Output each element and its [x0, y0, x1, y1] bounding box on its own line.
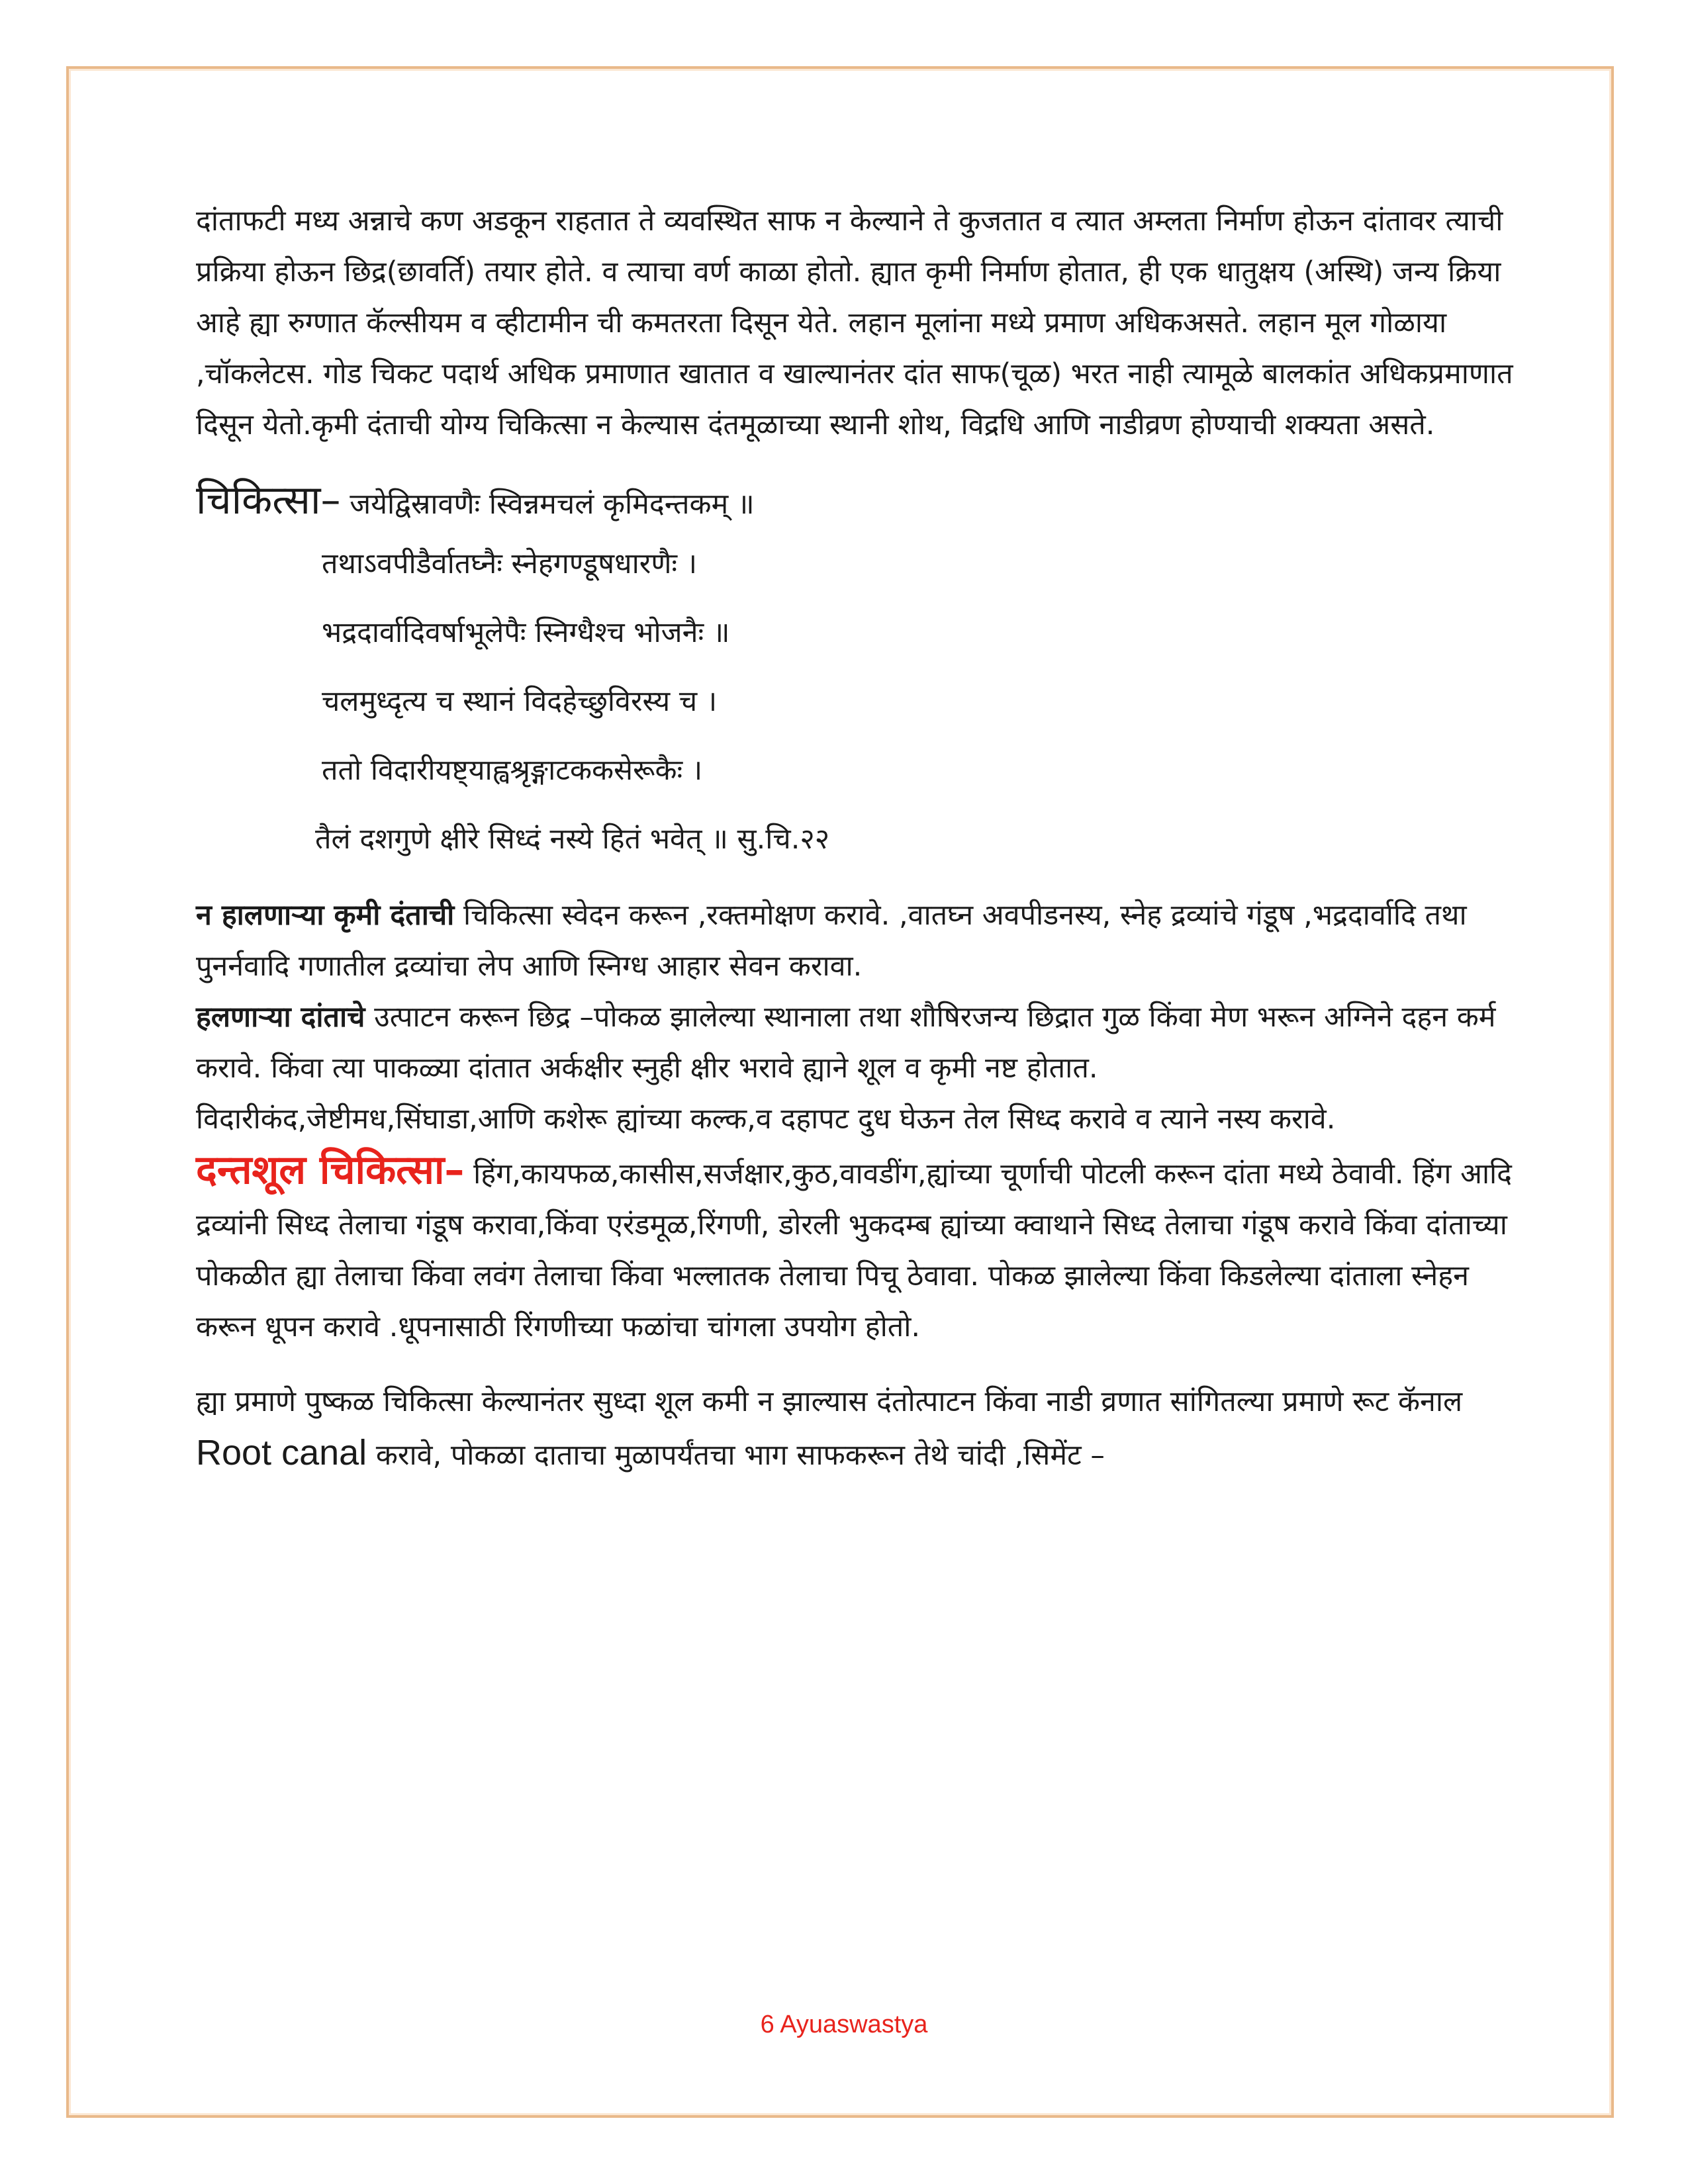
chikitsa-heading: चिकित्सा– — [196, 477, 341, 523]
root-canal-text-a: ह्या प्रमाणे पुष्कळ चिकित्सा केल्यानंतर सुध्दा शूल कमी न झाल्यास दंतोत्पाटन किंवा नाडी व्रणात सांगितल्या प्रमाणे रूट कॅनाल — [196, 1385, 1463, 1418]
root-canal-text-b: करावे, पोकळा दाताचा मुळापर्यंतचा भाग साफकरून तेथे चांदी ,सिमेंट – — [367, 1439, 1105, 1472]
mobile-tooth-text: उत्पाटन करून छिद्र –पोकळ झालेल्या स्थानाला तथा शौषिरजन्य छिद्रात गुळ किंवा मेण भरून अग्निने दहन कर्म करावे. किंवा त्या पाकळ्या दांतात अर्कक्षीर स्नुही क्षीर भरावे ह्याने शूल व कृमी नष्ट होतात. — [196, 1001, 1496, 1085]
root-canal-paragraph — [196, 1377, 1513, 1481]
verse-line: ततो विदारीयष्ट्याह्वश्रृङ्गाटककसेरूकैः । — [322, 754, 703, 787]
verse-line-reference: तैलं दशगुणे क्षीरे सिध्दं नस्ये हितं भवेत् ॥ सु.चि.२२ — [315, 823, 830, 856]
root-canal-term: Root canal — [196, 1433, 367, 1473]
page-content — [196, 196, 1513, 1481]
chikitsa-verse-first: जयेद्विस्रावणैः स्विन्नमचलं कृमिदन्तकम् ॥ — [350, 488, 755, 521]
chikitsa-section — [196, 471, 1513, 534]
non-mobile-tooth-bold: न हालणाऱ्या कृमी दंताची — [196, 899, 455, 932]
verse-line: तथाऽवपीडैर्वातघ्नैः स्नेहगण्डूषधारणैः । — [322, 547, 698, 580]
dantashool-paragraph — [196, 1145, 1513, 1353]
page-footer: 6 Ayuaswastya — [760, 2011, 928, 2038]
non-mobile-tooth-text: चिकित्सा स्वेदन करून ,रक्तमोक्षण करावे. ,वातघ्न अवपीडनस्य, स्नेह द्रव्यांचे गंडूष ,भद्रदार्वादि तथा पुनर्नवादि गणातील द्रव्यांचा लेप आणि स्निग्ध आहार सेवन करावा. — [196, 899, 1467, 983]
verse-line: चलमुध्दृत्य च स्थानं विदहेच्छुविरस्य च । — [322, 685, 718, 718]
dantashool-heading: दन्तशूल चिकित्सा– — [196, 1147, 465, 1193]
non-mobile-tooth-paragraph — [196, 890, 1513, 992]
dantashool-text: हिंग,कायफळ,कासीस,सर्जक्षार,कुठ,वावडींग,ह्यांच्या चूर्णाची पोटली करून दांता मध्ये ठेवावी. हिंग आदि द्रव्यांनी सिध्द तेलाचा गंडूष करावा,किंवा एरंडमूळ,रिंगणी, डोरली भुकदम्ब ह्यांच्या क्वाथाने सिध्द तेलाचा गंडूष करावे किंवा दांताच्या पोकळीत ह्या तेलाचा किंवा लवंग तेलाचा किंवा भल्लातक तेलाचा पिचू ठेवावा. पोकळ झालेल्या किंवा किडलेल्या दांताला स्नेहन करून धूपन करावे .धूपनासाठी रिंगणीच्या फळांचा चांगला उपयोग होतो. — [196, 1158, 1513, 1343]
mobile-tooth-bold: हलणाऱ्या दांताचे — [196, 1001, 365, 1034]
verse-line: भद्रदार्वादिवर्षाभूलेपैः स्निग्धैश्च भोजनैः ॥ — [322, 616, 730, 649]
vidari-paragraph: विदारीकंद,जेष्टीमध,सिंघाडा,आणि कशेरू ह्यांच्या कल्क,व दहापट दुध घेऊन तेल सिध्द करावे व त्याने नस्य करावे. — [196, 1103, 1336, 1136]
mobile-tooth-paragraph — [196, 992, 1513, 1094]
intro-paragraph: दांताफटी मध्य अन्नाचे कण अडकून राहतात ते व्यवस्थित साफ न केल्याने ते कुजतात व त्यात अम्लता निर्माण होऊन दांतावर त्याची प्रक्रिया होऊन छिद्र(छावर्ति) तयार होते. व त्याचा वर्ण काळा होतो. ह्यात कृमी निर्माण होतात, ही एक धातुक्षय (अस्थि) जन्य क्रिया आहे ह्या रुग्णात कॅल्सीयम व व्हीटामीन ची कमतरता दिसून येते. लहान मूलांना मध्ये प्रमाण अधिकअसते. लहान मूल गोळाया ,चॉकलेटस. गोड चिकट पदार्थ अधिक प्रमाणात खातात व खाल्यानंतर दांत साफ(चूळ) भरत नाही त्यामूळे बालकांत अधिकप्रमाणात दिसून येतो.कृमी दंताची योग्य चिकित्सा न केल्यास दंतमूळाच्या स्थानी शोथ, विद्रधि आणि नाडीव्रण होण्याची शक्यता असते. — [196, 205, 1513, 441]
